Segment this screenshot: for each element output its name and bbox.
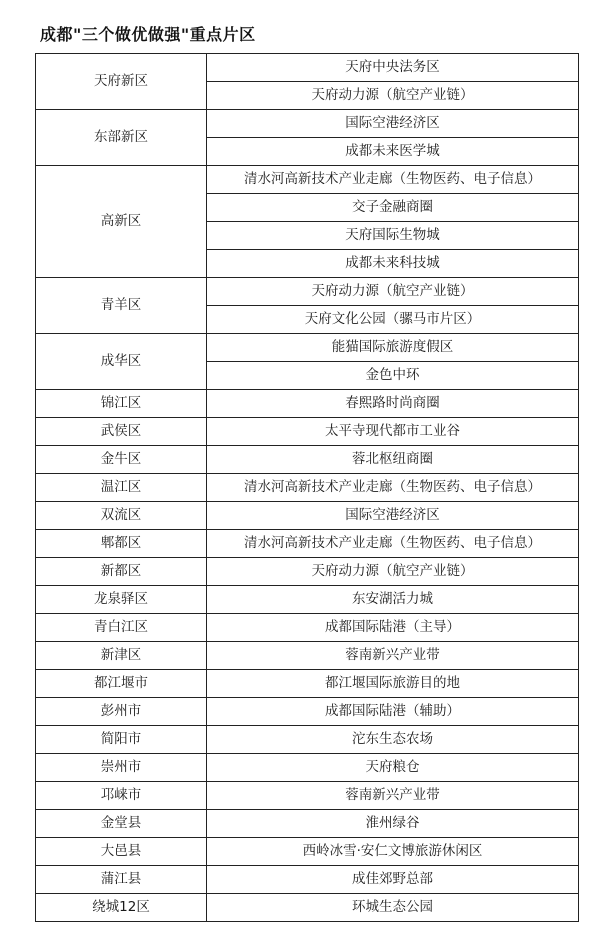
area-cell: 天府动力源（航空产业链） [207,82,579,110]
district-cell: 简阳市 [36,726,207,754]
area-cell: 国际空港经济区 [207,110,579,138]
district-cell: 青白江区 [36,614,207,642]
district-cell: 金堂县 [36,810,207,838]
area-cell: 金色中环 [207,362,579,390]
district-cell: 双流区 [36,502,207,530]
area-cell: 交子金融商圈 [207,194,579,222]
table-row [36,54,579,82]
district-cell: 成华区 [36,334,207,390]
area-cell: 天府中央法务区 [207,54,579,82]
table-row [36,810,579,838]
table-row [36,698,579,726]
area-cell: 太平寺现代都市工业谷 [207,418,579,446]
area-cell: 天府文化公园（骡马市片区） [207,306,579,334]
area-cell: 淮州绿谷 [207,810,579,838]
district-cell: 新津区 [36,642,207,670]
area-cell: 东安湖活力城 [207,586,579,614]
area-cell: 春熙路时尚商圈 [207,390,579,418]
table-row [36,390,579,418]
district-cell: 郫都区 [36,530,207,558]
district-cell: 温江区 [36,474,207,502]
district-cell: 龙泉驿区 [36,586,207,614]
district-cell: 都江堰市 [36,670,207,698]
district-cell: 新都区 [36,558,207,586]
district-cell: 高新区 [36,166,207,278]
area-cell: 清水河高新技术产业走廊（生物医药、电子信息） [207,474,579,502]
district-cell: 蒲江县 [36,866,207,894]
district-cell: 金牛区 [36,446,207,474]
page-title: 成都"三个做优做强"重点片区 [40,25,256,44]
area-cell: 都江堰国际旅游目的地 [207,670,579,698]
table-row [36,502,579,530]
area-cell: 天府粮仓 [207,754,579,782]
table-row [36,446,579,474]
table-row [36,334,579,362]
table-row [36,670,579,698]
district-cell: 青羊区 [36,278,207,334]
table-row [36,530,579,558]
district-cell: 崇州市 [36,754,207,782]
area-cell: 成都未来科技城 [207,250,579,278]
area-cell: 清水河高新技术产业走廊（生物医药、电子信息） [207,530,579,558]
district-cell: 东部新区 [36,110,207,166]
table-row [36,586,579,614]
table-row [36,614,579,642]
area-cell: 国际空港经济区 [207,502,579,530]
area-cell: 成都未来医学城 [207,138,579,166]
table-row [36,782,579,810]
area-cell: 成都国际陆港（辅助） [207,698,579,726]
district-cell: 天府新区 [36,54,207,110]
table-row [36,558,579,586]
area-cell: 天府动力源（航空产业链） [207,278,579,306]
table-row [36,754,579,782]
district-cell: 锦江区 [36,390,207,418]
area-cell: 成佳郊野总部 [207,866,579,894]
area-cell: 天府国际生物城 [207,222,579,250]
table-row [36,278,579,306]
table-row [36,110,579,138]
table-row [36,894,579,922]
area-cell: 清水河高新技术产业走廊（生物医药、电子信息） [207,166,579,194]
table-row [36,166,579,194]
area-cell: 蓉南新兴产业带 [207,782,579,810]
district-cell: 武侯区 [36,418,207,446]
district-cell: 彭州市 [36,698,207,726]
table-row [36,474,579,502]
table-row [36,838,579,866]
district-cell: 大邑县 [36,838,207,866]
key-areas-table [35,53,579,922]
area-cell: 蓉南新兴产业带 [207,642,579,670]
table-row [36,642,579,670]
table-row [36,726,579,754]
table-row [36,866,579,894]
district-cell: 邛崃市 [36,782,207,810]
area-cell: 成都国际陆港（主导） [207,614,579,642]
area-cell: 蓉北枢纽商圈 [207,446,579,474]
area-cell: 西岭冰雪·安仁文博旅游休闲区 [207,838,579,866]
area-cell: 能猫国际旅游度假区 [207,334,579,362]
table-body [36,54,579,922]
district-cell: 绕城12区 [36,894,207,922]
table-row [36,418,579,446]
area-cell: 天府动力源（航空产业链） [207,558,579,586]
area-cell: 沱东生态农场 [207,726,579,754]
area-cell: 环城生态公园 [207,894,579,922]
